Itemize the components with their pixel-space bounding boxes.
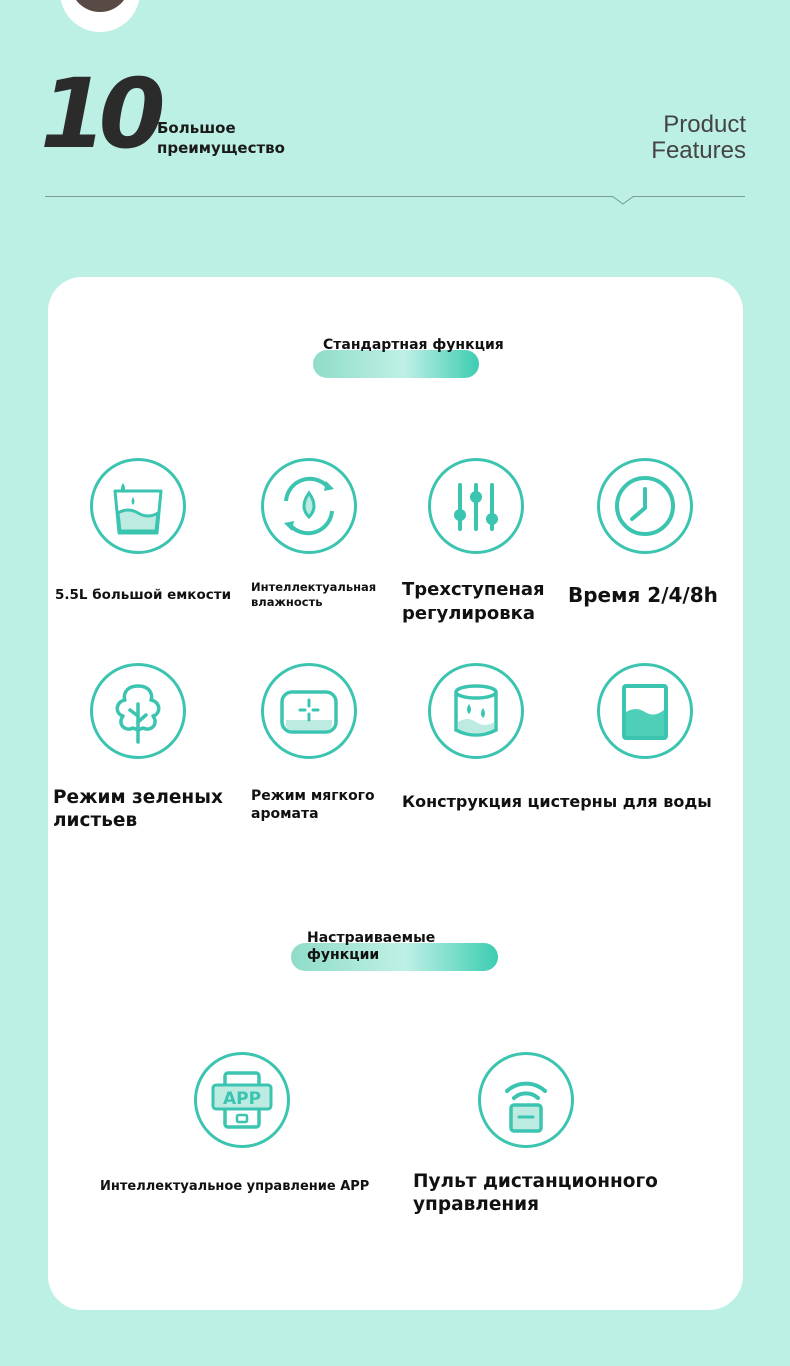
advantage-title: Большое преимущество xyxy=(157,119,285,157)
feature-label-remote-control: Пульт дистанционного управления xyxy=(413,1171,658,1215)
feature-label-timer: Время 2/4/8h xyxy=(568,583,718,607)
feature-label-app-control: Интеллектуальное управление APP xyxy=(100,1179,370,1194)
product-features-line1: Product xyxy=(663,111,746,138)
feature-label-soft-aroma: Режим мягкого аромата xyxy=(251,788,375,822)
feature-count: 10 xyxy=(40,58,158,170)
feature-label-capacity: 5.5L большой емкости xyxy=(55,587,232,603)
aroma-icon xyxy=(261,663,357,759)
divider-notch xyxy=(612,196,634,206)
standard-pill-label: Стандартная функция xyxy=(323,337,504,353)
app-icon xyxy=(194,1052,290,1148)
remote-wifi-icon xyxy=(478,1052,574,1148)
product-features-line2: Features xyxy=(651,137,746,164)
water-level-icon xyxy=(597,663,693,759)
water-cistern-icon xyxy=(428,663,524,759)
humidity-cycle-icon xyxy=(261,458,357,554)
clock-icon xyxy=(597,458,693,554)
feature-label-green-leaves: Режим зеленых листьев xyxy=(53,787,223,831)
header-divider xyxy=(45,196,745,197)
standard-pill xyxy=(313,350,479,378)
product-features-title xyxy=(546,112,746,164)
sliders-icon xyxy=(428,458,524,554)
feature-label-three-step: Трехступеная регулировка xyxy=(402,579,545,624)
custom-pill-label: Настраиваемые функции xyxy=(307,930,436,963)
tree-icon xyxy=(90,663,186,759)
feature-label-cistern: Конструкция цистерны для воды xyxy=(402,792,712,811)
app-icon-text: APP xyxy=(222,1089,262,1109)
feature-label-humidity: Интеллектуальная влажность xyxy=(251,580,377,609)
water-tank-icon xyxy=(90,458,186,554)
